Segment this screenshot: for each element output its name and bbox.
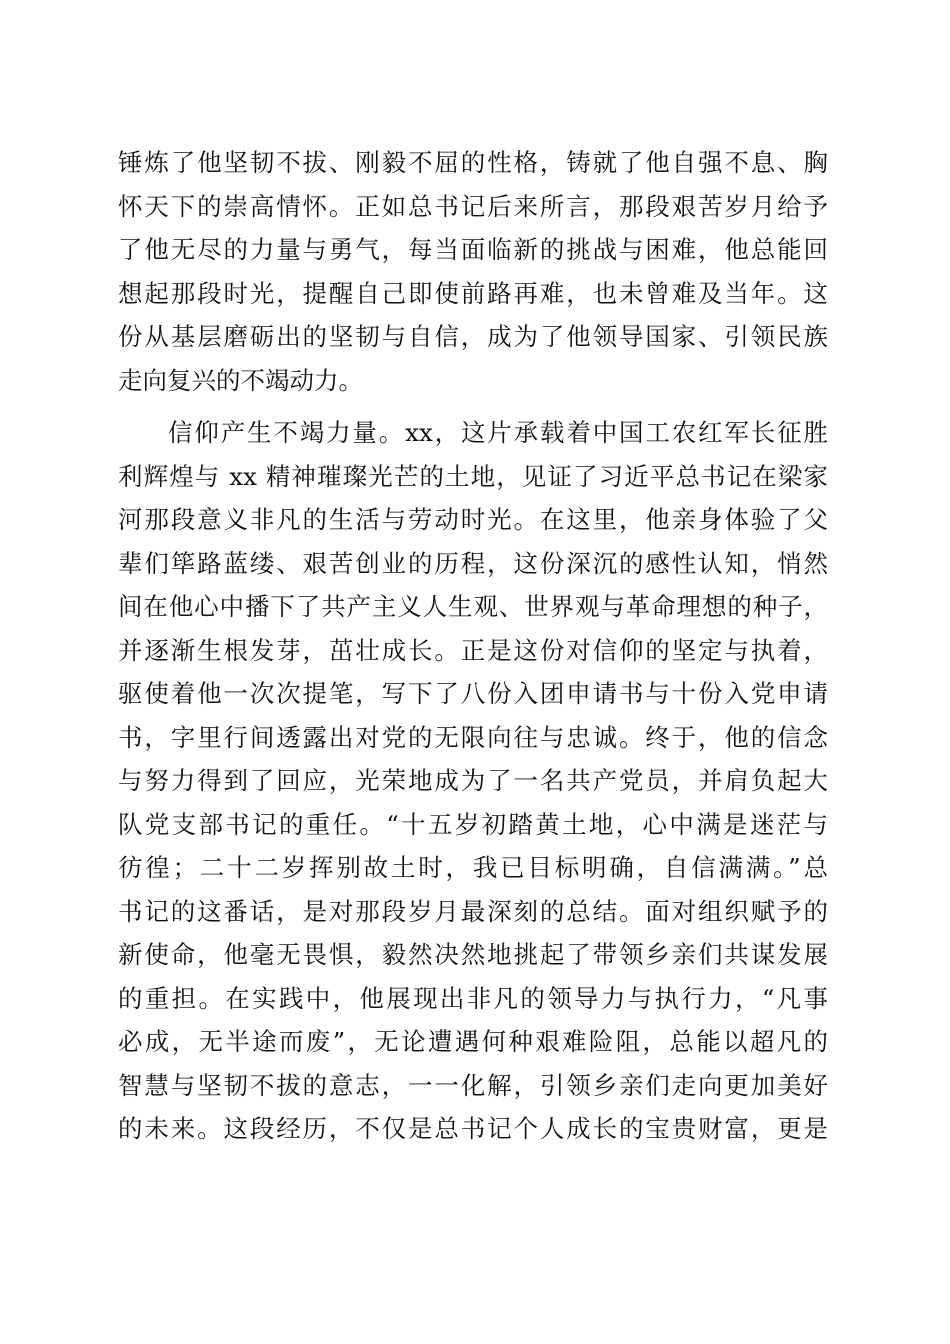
- paragraph-line: 锤炼了他坚韧不拔、刚毅不屈的性格，铸就了他自强不息、胸: [118, 148, 828, 177]
- paragraph-line: 书记的这番话，是对那段岁月最深刻的总结。面对组织赋予的: [118, 896, 828, 926]
- paragraph-line: 彷徨；二十二岁挥别故土时，我已目标明确，自信满满。”总: [118, 853, 828, 882]
- paragraph-line: 队党支部书记的重任。“十五岁初踏黄土地，心中满是迷茫与: [118, 809, 828, 839]
- paragraph-line: 间在他心中播下了共产主义人生观、世界观与革命理想的种子，: [118, 592, 828, 621]
- paragraph-line: 想起那段时光，提醒自己即使前路再难，也未曾难及当年。这: [118, 278, 828, 308]
- paragraph-line: 书，字里行间透露出对党的无限向往与忠诚。终于，他的信念: [118, 722, 828, 752]
- paragraph-line: 份从基层磨砺出的坚韧与自信，成为了他领导国家、引领民族: [118, 322, 828, 351]
- paragraph-line: 必成，无半途而废”，无论遭遇何种艰难险阻，总能以超凡的: [118, 1027, 828, 1056]
- paragraph-line: 怀天下的崇高情怀。正如总书记后来所言，那段艰苦岁月给予: [118, 191, 828, 221]
- paragraph-1: [118, 141, 828, 402]
- paragraph-line: 并逐渐生根发芽，茁壮成长。正是这份对信仰的坚定与执着，: [118, 635, 828, 665]
- paragraph-line: 辈们筚路蓝缕、艰苦创业的历程，这份深沉的感性认知，悄然: [118, 548, 828, 578]
- paragraph-line: 的重担。在实践中，他展现出非凡的领导力与执行力，“凡事: [118, 983, 828, 1013]
- paragraph-2: [118, 411, 828, 1151]
- paragraph-line: 新使命，他毫无畏惧，毅然决然地挑起了带领乡亲们共谋发展: [118, 940, 828, 969]
- paragraph-line: 智慧与坚韧不拔的意志，一一化解，引领乡亲们走向更加美好: [118, 1070, 828, 1100]
- paragraph-line: 利辉煌与 xx 精神璀璨光芒的土地，见证了习近平总书记在梁家: [118, 461, 828, 491]
- paragraph-line: 河那段意义非凡的生活与劳动时光。在这里，他亲身体验了父: [118, 505, 828, 534]
- paragraph-line: 与努力得到了回应，光荣地成为了一名共产党员，并肩负起大: [118, 766, 828, 795]
- paragraph-line: 了他无尽的力量与勇气，每当面临新的挑战与困难，他总能回: [118, 235, 828, 264]
- paragraph-line: 的未来。这段经历，不仅是总书记个人成长的宝贵财富，更是: [118, 1114, 828, 1143]
- paragraph-line: 信仰产生不竭力量。xx，这片承载着中国工农红军长征胜: [168, 418, 828, 447]
- paragraph-line: 驱使着他一次次提笔，写下了八份入团申请书与十份入党申请: [118, 679, 828, 708]
- paragraph-line: 走向复兴的不竭动力。: [118, 365, 363, 395]
